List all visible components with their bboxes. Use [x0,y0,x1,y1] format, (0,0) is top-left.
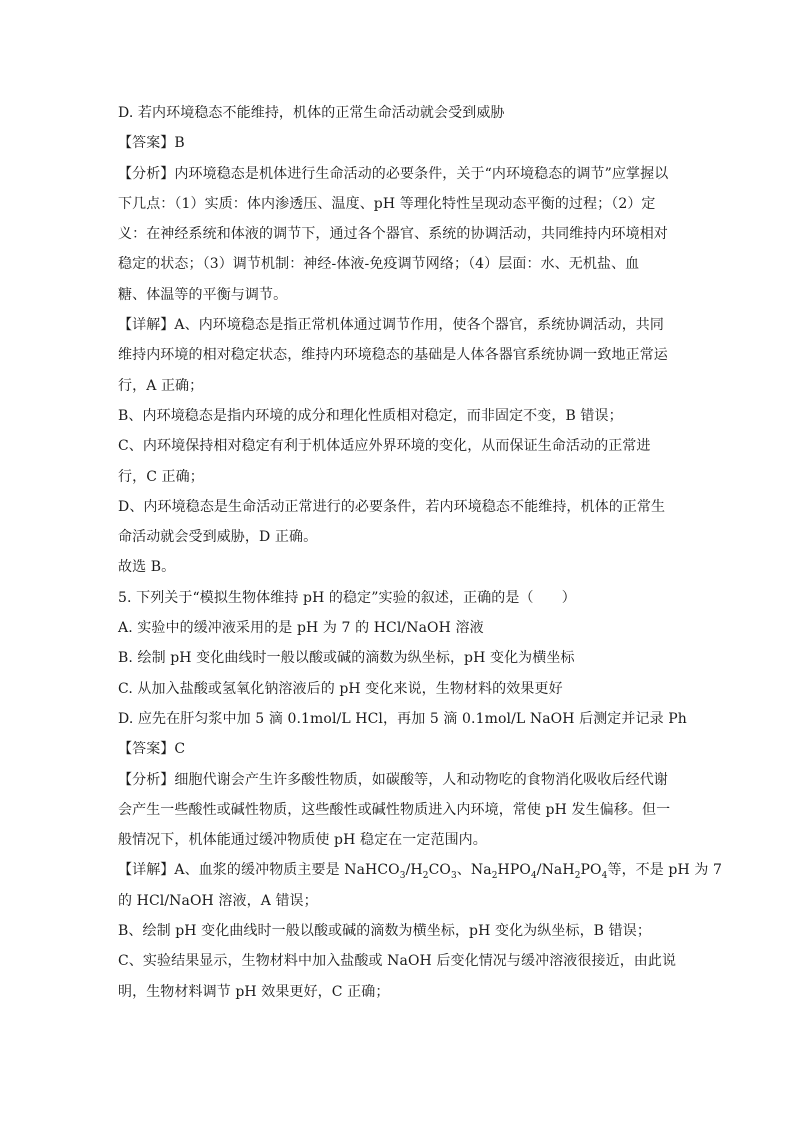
q4-detail-line: B、内环境稳态是指内环境的成分和理化性质相对稳定，而非固定不变，B 错误； [118,407,623,424]
formula-part: 、Na [456,862,492,879]
q5-analysis-line: 会产生一些酸性或碱性物质，这些酸性或碱性物质进入内环境，常使 pH 发生偏移。但一 [118,801,671,818]
q4-detail-line: 行，A 正确； [118,377,204,394]
formula-subscript: 2 [422,871,429,882]
q4-detail-line: C、内环境保持相对稳定有利于机体适应外界环境的变化，从而保证生命活动的正常进 [118,438,651,455]
q4-analysis-line: 义：在神经系统和体液的调节下，通过各个器官、系统的协调活动，共同维持内环境相对 [118,226,668,243]
formula-subscript: 3 [399,871,406,882]
formula-part: /NaH [536,862,575,879]
q4-analysis [118,159,678,310]
q5-analysis-line: 【分析】细胞代谢会产生许多酸性物质，如碳酸等，人和动物吃的食物消化吸收后经代谢 [118,771,668,788]
q4-answer: 【答案】B [118,135,185,152]
q5-detail-line-buffers [118,855,722,885]
q4-detail-line: 【详解】A、内环境稳态是指正常机体通过调节作用，使各个器官，系统协调活动，共同 [118,317,665,334]
q5-detail-line: 明，生物材料调节 pH 效果更好，C 正确； [118,983,390,1000]
q4-analysis-line: 下几点：（1）实质：体内渗透压、温度、pH 等理化特性呈现动态平衡的过程；（2）定 [118,195,656,212]
q4-detail-line: D、内环境稳态是生命活动正常进行的必要条件，若内环境稳态不能维持，机体的正常生 [118,498,666,515]
q5-detail-line: B、绘制 pH 变化曲线时一般以酸或碱的滴数为横坐标，pH 变化为纵坐标，B 错误； [118,923,651,940]
q4-detail-line: 行，C 正确； [118,468,204,485]
q5-detail-prefix: 【详解】A、血浆的缓冲物质主要是 [118,862,345,879]
q5-options [118,613,687,734]
formula-subscript: 4 [530,871,537,882]
q4-option-d: D. 若内环境稳态不能维持，机体的正常生命活动就会受到威胁 [118,105,505,121]
q5-detail-line: C、实验结果显示，生物材料中加入盐酸或 NaOH 后变化情况与缓冲溶液很接近，由此说 [118,953,677,970]
q4-conclusion: 故选 B。 [118,559,176,576]
formula-part: /H [405,862,423,879]
q5-detail-suffix: 等，不是 pH 为 7 [607,862,722,879]
q5-option-b: B. 绘制 pH 变化曲线时一般以酸或碱的滴数为纵坐标，pH 变化为横坐标 [118,650,575,667]
formula-subscript: 2 [491,871,498,882]
q4-analysis-line: 糖、体温等的平衡与调节。 [118,286,288,303]
q4-detail [118,310,678,583]
formula-subscript: 4 [601,871,608,882]
q5-analysis-line: 般情况下，机体能通过缓冲物质使 pH 稳定在一定范围内。 [118,832,487,849]
formula-part: PO [580,862,602,879]
q4-analysis-line: 【分析】内环境稳态是机体进行生命活动的必要条件，关于“内环境稳态的调节”应掌握以 [118,165,669,182]
q4-analysis-line: 稳定的状态；（3）调节机制：神经-体液-免疫调节网络；（4）层面：水、无机盐、血 [118,256,640,273]
q5-option-c: C. 从加入盐酸或氢氧化钠溶液后的 pH 变化来说，生物材料的效果更好 [118,680,563,697]
formula-part: NaHCO [344,862,400,879]
formula-subscript: 2 [574,871,581,882]
q5-detail [118,855,722,1006]
formula-part: CO [428,862,451,879]
q5-option-a: A. 实验中的缓冲液采用的是 pH 为 7 的 HCl/NaOH 溶液 [118,620,484,637]
formula-part: HPO [497,862,531,879]
page-content [118,98,722,1007]
q5-detail-line: 的 HCl/NaOH 溶液，A 错误； [118,892,318,909]
q5-analysis [118,765,678,856]
q4-detail-line: 命活动就会受到威胁，D 正确。 [118,529,318,546]
q5-answer: 【答案】C [118,741,186,758]
q4-detail-line: 维持内环境的相对稳定状态，维持内环境稳态的基础是人体各器官系统协调一致地正常运 [118,347,668,364]
buffer-formula [344,862,608,882]
q5-stem: 5. 下列关于“模拟生物体维持 pH 的稳定”实验的叙述，正确的是（ ） [118,589,576,606]
formula-subscript: 3 [450,871,457,882]
q5-option-d: D. 应先在肝匀浆中加 5 滴 0.1mol/L HCl，再加 5 滴 0.1mol/L NaOH 后测定并记录 Ph [118,710,687,727]
